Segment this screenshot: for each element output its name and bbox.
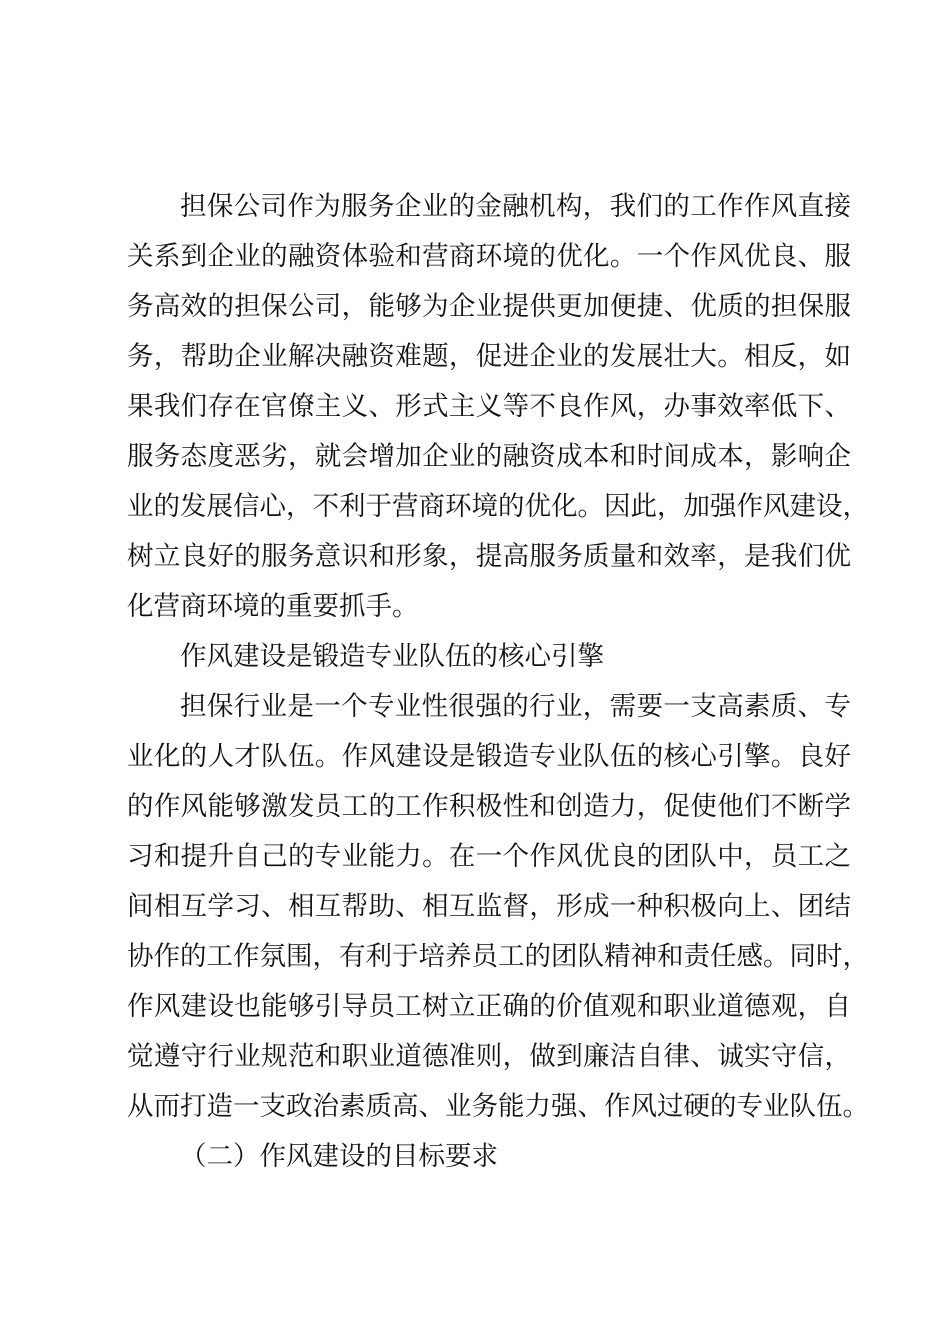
- paragraph-line: 的作风能够激发员工的工作积极性和创造力，促使他们不断学: [127, 791, 851, 822]
- paragraph-line: 从而打造一支政治素质高、业务能力强、作风过硬的专业队伍。: [127, 1091, 869, 1122]
- paragraph-line: 果我们存在官僚主义、形式主义等不良作风，办事效率低下、: [127, 391, 851, 422]
- paragraph-line: 担保公司作为服务企业的金融机构，我们的工作作风直接: [180, 191, 851, 222]
- paragraph-line: 觉遵守行业规范和职业道德准则，做到廉洁自律、诚实守信，: [127, 1041, 851, 1072]
- paragraph-line: 关系到企业的融资体验和营商环境的优化。一个作风优良、服: [127, 241, 851, 272]
- paragraph-line: 作风建设也能够引导员工树立正确的价值观和职业道德观，自: [127, 991, 851, 1022]
- paragraph-line: 协作的工作氛围，有利于培养员工的团队精神和责任感。同时，: [127, 941, 869, 972]
- paragraph-line: 业的发展信心，不利于营商环境的优化。因此，加强作风建设，: [127, 491, 869, 522]
- paragraph-line: 习和提升自己的专业能力。在一个作风优良的团队中，员工之: [127, 841, 851, 872]
- paragraph-line: 树立良好的服务意识和形象，提高服务质量和效率，是我们优: [127, 541, 851, 572]
- paragraph-line: 化营商环境的重要抓手。: [127, 591, 419, 622]
- paragraph-line: 业化的人才队伍。作风建设是锻造专业队伍的核心引擎。良好: [127, 741, 851, 772]
- section-heading-target-requirements: （二）作风建设的目标要求: [180, 1141, 498, 1172]
- paragraph-line: 服务态度恶劣，就会增加企业的融资成本和时间成本，影响企: [127, 441, 851, 472]
- paragraph-line: 务高效的担保公司，能够为企业提供更加便捷、优质的担保服: [127, 291, 851, 322]
- document-body: [127, 182, 869, 1182]
- paragraph-line: 间相互学习、相互帮助、相互监督，形成一种积极向上、团结: [127, 891, 851, 922]
- section-heading-core-engine: 作风建设是锻造专业队伍的核心引擎: [180, 641, 604, 672]
- paragraph-service-role: [127, 182, 869, 632]
- paragraph-line: 务，帮助企业解决融资难题，促进企业的发展壮大。相反，如: [127, 341, 851, 372]
- paragraph-professional-team: [127, 682, 869, 1132]
- paragraph-line: 担保行业是一个专业性很强的行业，需要一支高素质、专: [180, 691, 851, 722]
